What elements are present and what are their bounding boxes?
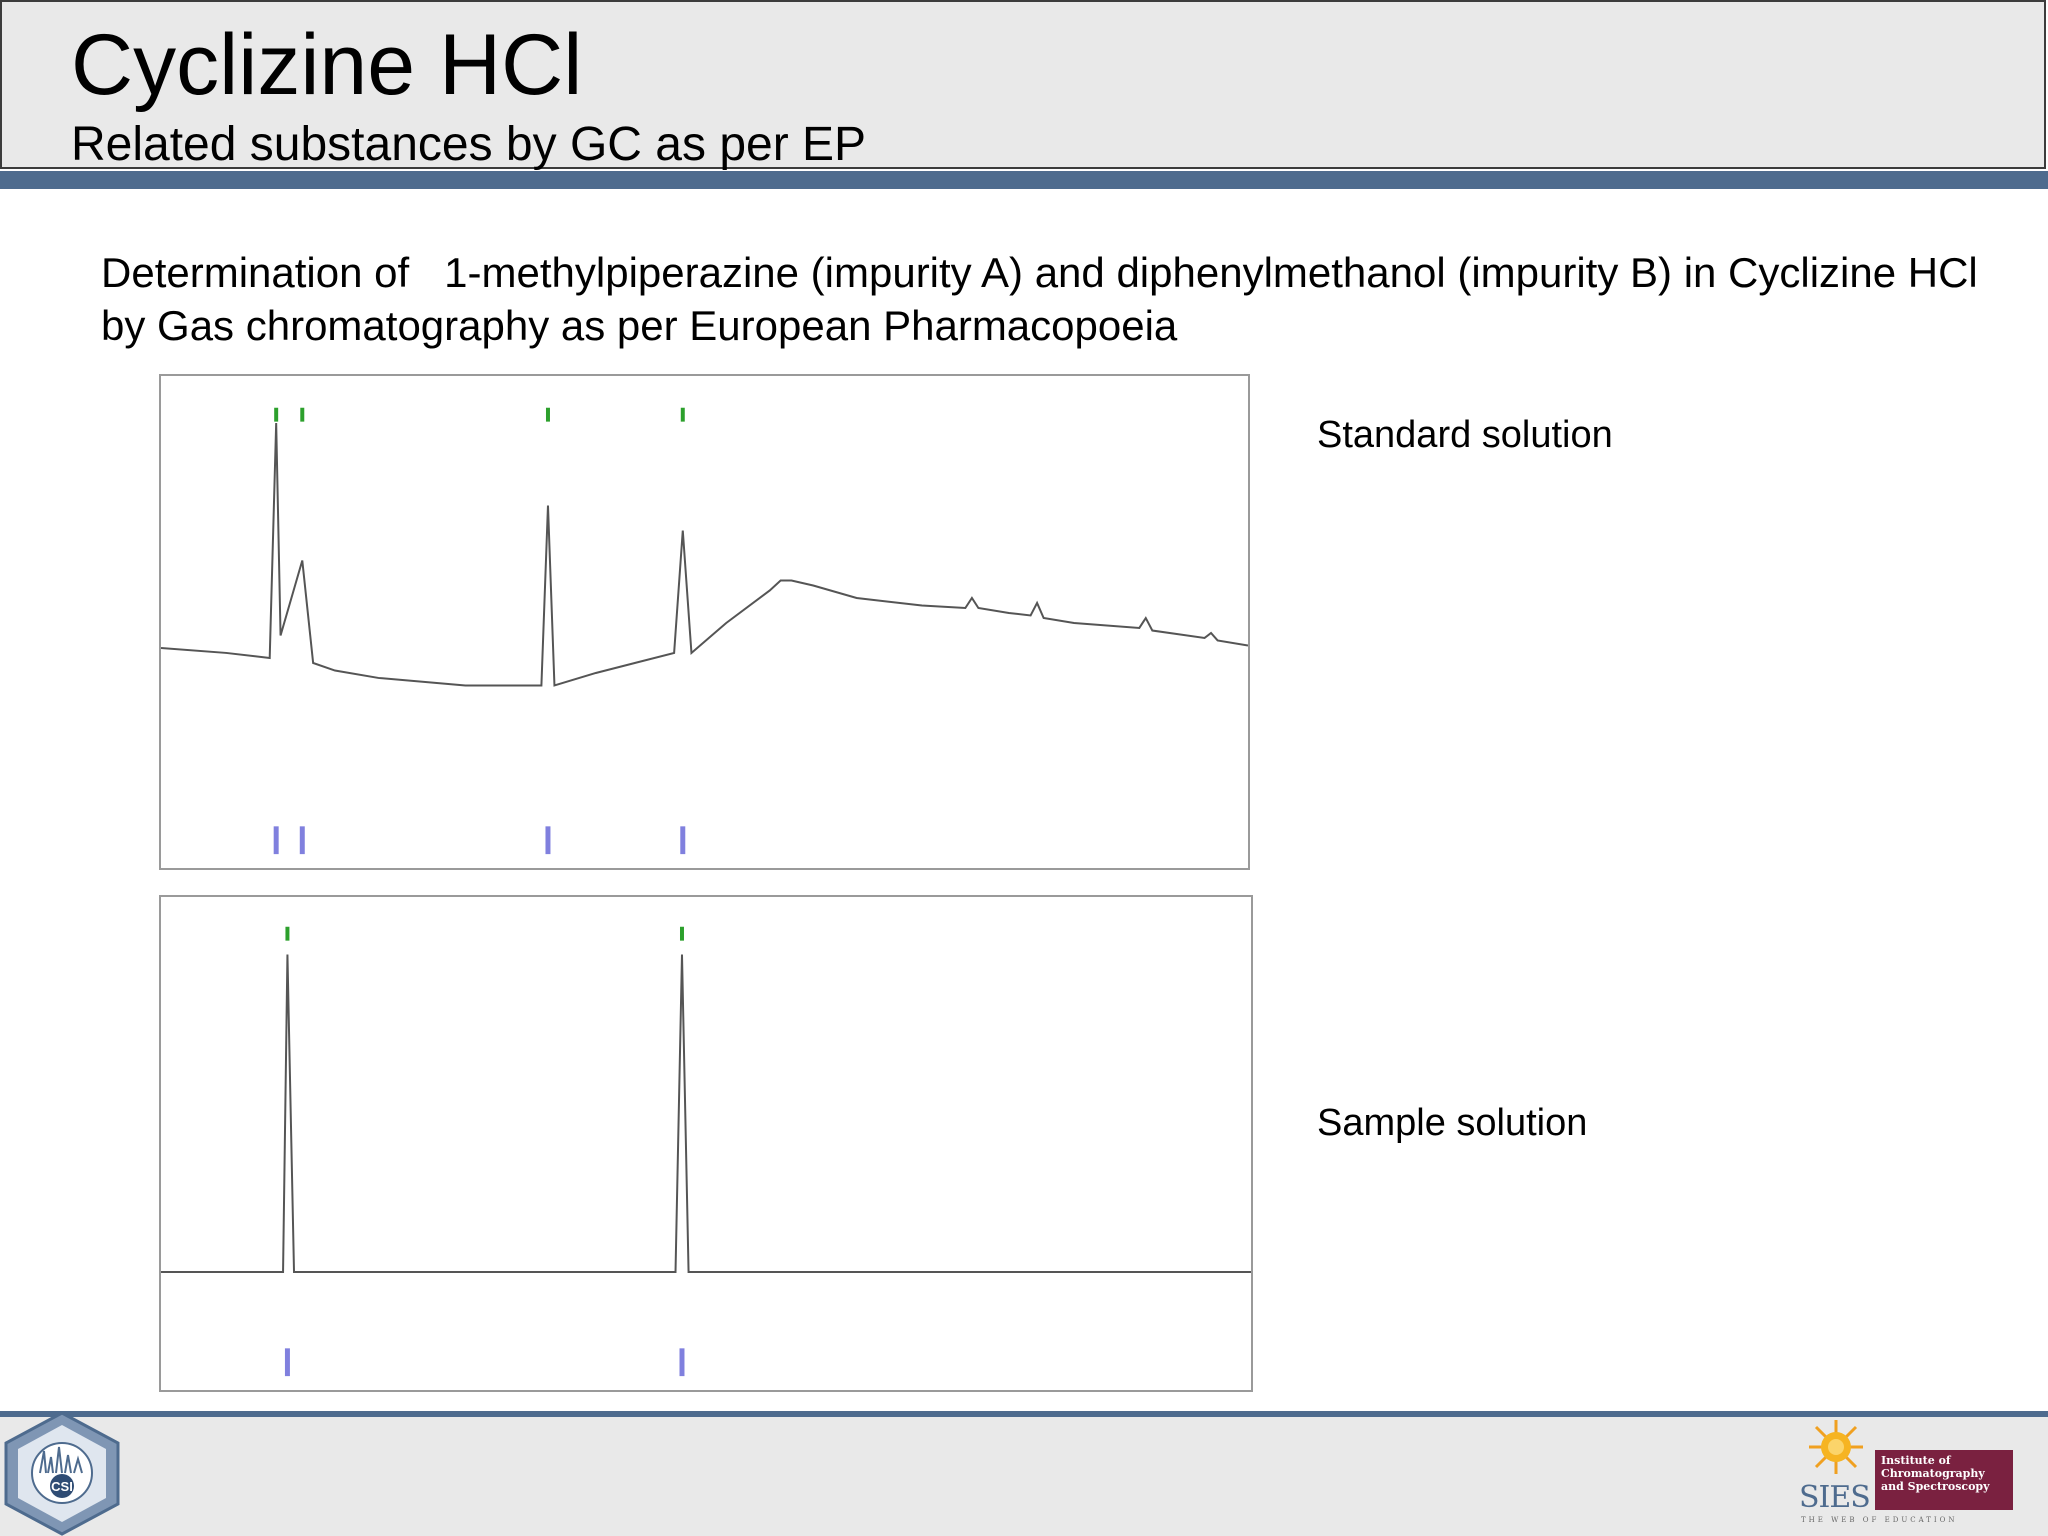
sies-institute-box: Institute of Chromatography and Spectroscopy [1875,1450,2013,1510]
header-divider [0,171,2048,189]
chromatogram-trace [161,423,1248,685]
csi-logo-text: CSI [51,1479,73,1494]
peak-retention-marker [300,408,304,422]
sample-chromatogram [159,895,1253,1392]
peak-retention-marker [285,927,289,941]
slide-title: Cyclizine HCl [71,17,583,113]
standard-solution-label: Standard solution [1317,414,1613,456]
csi-logo [0,1411,124,1536]
chromatogram-trace [161,955,1251,1272]
peak-integration-marker [285,1348,290,1376]
peak-integration-marker [679,1348,684,1376]
sies-logo [1793,1418,2026,1532]
standard-chromatogram [159,374,1250,870]
slide-subtitle: Related substances by GC as per EP [71,118,867,171]
sample-solution-label: Sample solution [1317,1102,1588,1144]
title-bar [0,0,2046,169]
sies-wordmark: SIES [1799,1480,1870,1515]
footer-bar [0,1417,2048,1536]
peak-integration-marker [300,826,305,854]
peak-integration-marker [680,826,685,854]
peak-retention-marker [680,927,684,941]
peak-integration-marker [545,826,550,854]
slide-description: Determination of 1-methylpiperazine (impurity A) and diphenylmethanol (impurity B) in Cyclizine HCl by Gas chromatography as per European Pharmacopoeia [101,249,1990,349]
standard-chromatogram-plot [161,376,1248,868]
peak-retention-marker [681,408,685,422]
peak-integration-marker [274,826,279,854]
peak-retention-marker [274,408,278,422]
peak-retention-marker [546,408,550,422]
sies-tagline: THE WEB OF EDUCATION [1801,1516,1958,1524]
sun-icon [1807,1418,1865,1476]
sample-chromatogram-plot [161,897,1251,1390]
